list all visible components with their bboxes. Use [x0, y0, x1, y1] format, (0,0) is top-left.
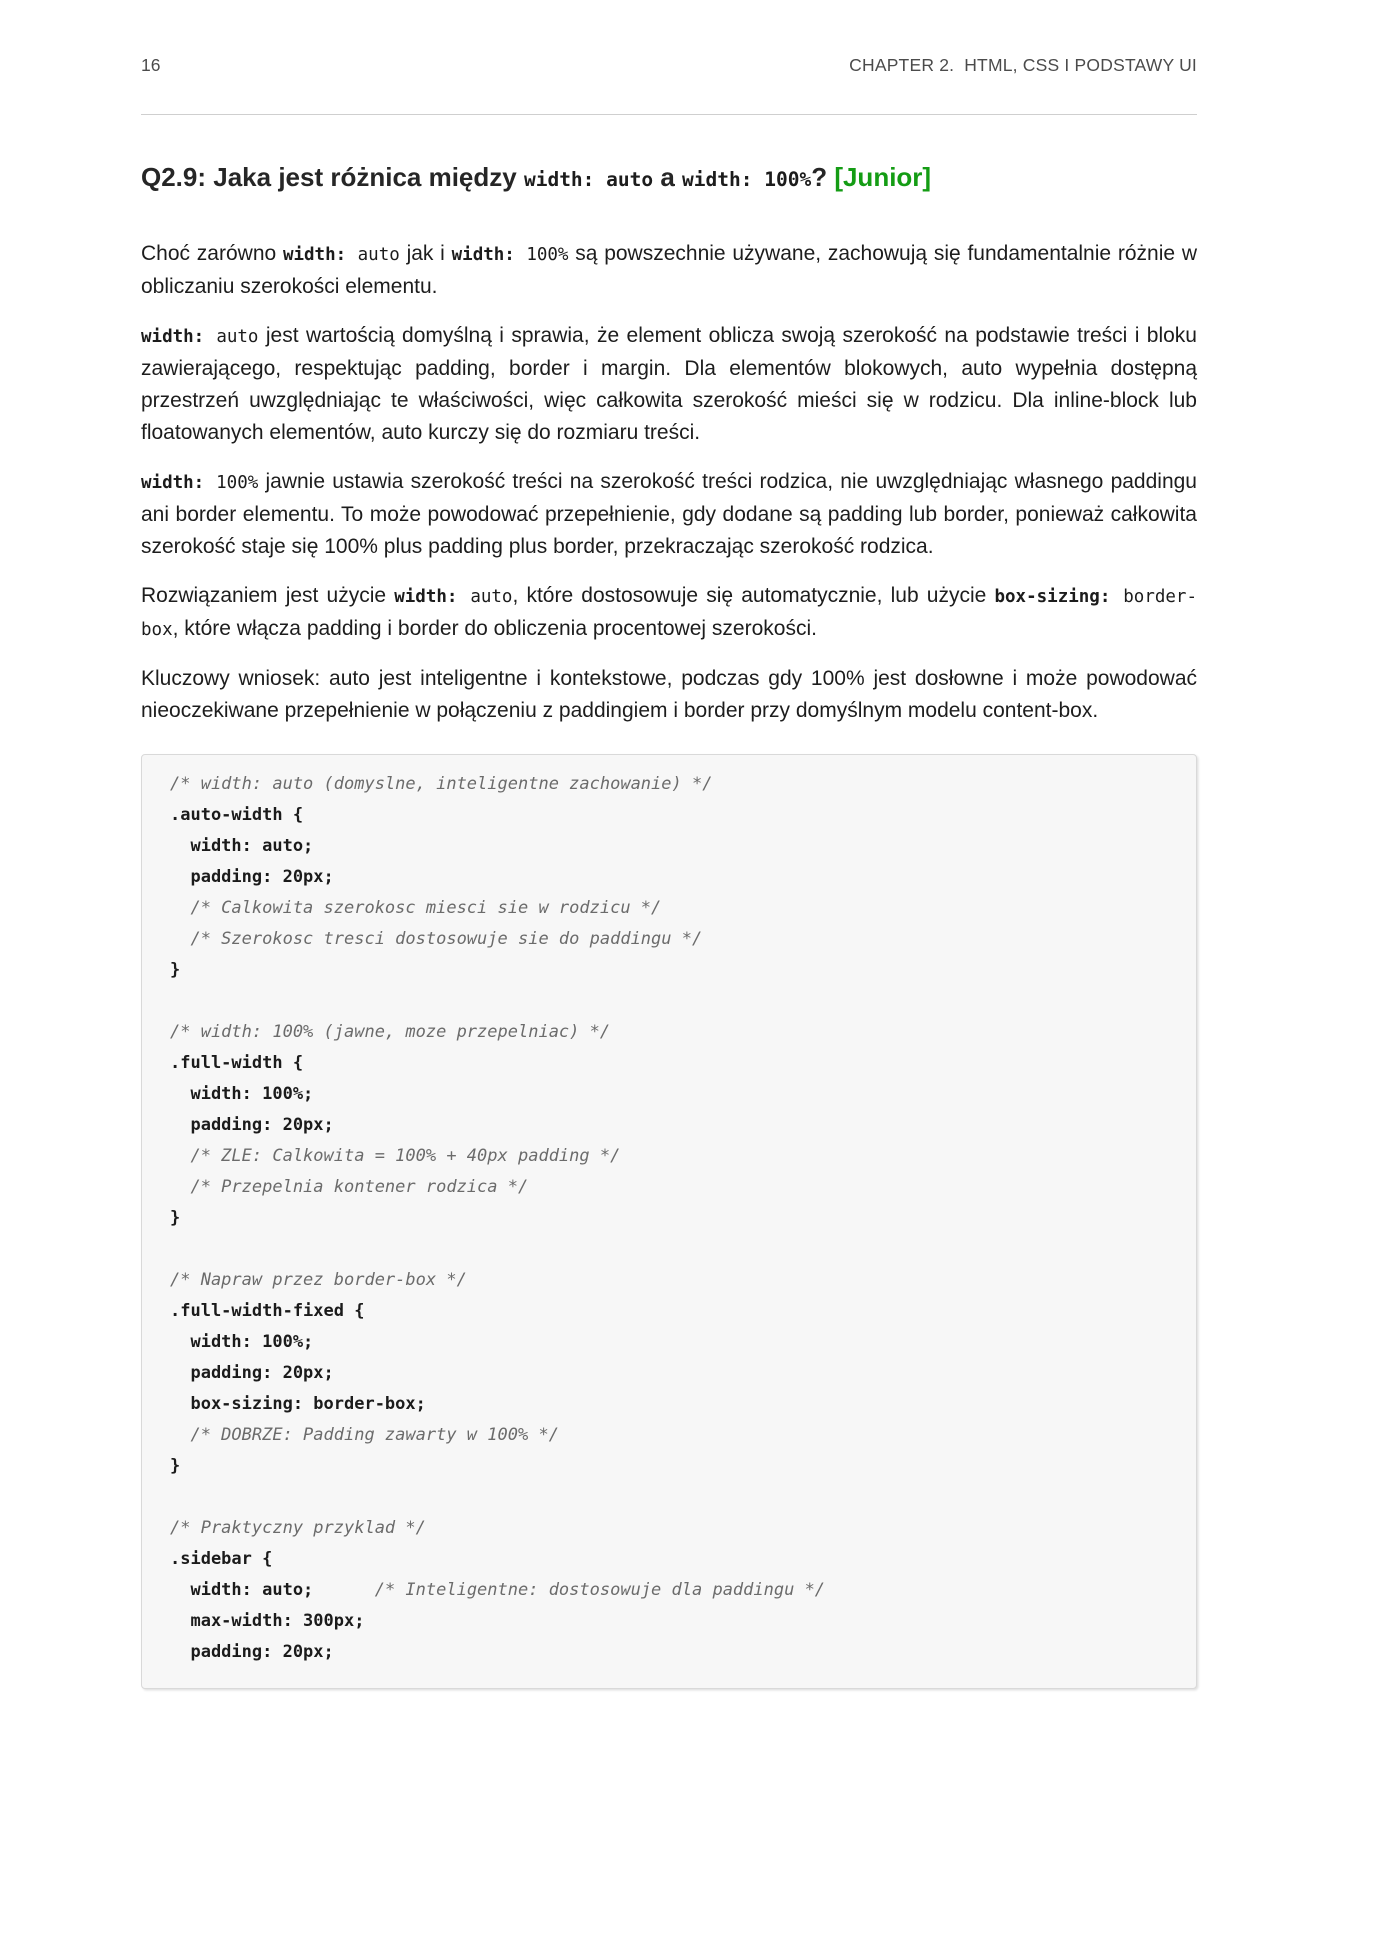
code-text: width: 100%;	[170, 1084, 314, 1104]
paragraph-text: , które dostosowuje się automatycznie, lub użycie	[512, 584, 995, 607]
title-text: Q2.9: Jaka jest różnica między	[141, 162, 524, 192]
code-line	[170, 1110, 1168, 1141]
chapter-label: CHAPTER 2.	[849, 55, 955, 75]
paragraph	[141, 580, 1197, 646]
code-line	[170, 1606, 1168, 1637]
inline-code: width:	[394, 587, 458, 607]
code-line	[170, 1389, 1168, 1420]
page-number: 16	[141, 55, 161, 75]
code-comment: /* Inteligentne: dostosowuje dla paddingu */	[313, 1580, 826, 1600]
code-line	[170, 862, 1168, 893]
inline-code: 100%	[514, 245, 569, 265]
code-line	[170, 1482, 1168, 1513]
code-line	[170, 986, 1168, 1017]
code-line	[170, 924, 1168, 955]
code-line	[170, 1358, 1168, 1389]
inline-code: box-sizing:	[994, 587, 1111, 607]
inline-code: width:	[682, 168, 753, 191]
code-line	[170, 1234, 1168, 1265]
code-comment: /* width: auto (domyslne, inteligentne zachowanie) */	[170, 774, 713, 794]
code-line	[170, 1048, 1168, 1079]
title-text: ?	[811, 162, 835, 192]
paragraph	[141, 320, 1197, 449]
code-text: }	[170, 1208, 181, 1228]
code-comment: /* width: 100% (jawne, moze przepelniac) */	[170, 1022, 611, 1042]
inline-code: border-box	[141, 587, 1198, 640]
paragraph-text: Choć zarówno	[141, 242, 283, 265]
paragraph-text: jawnie ustawia szerokość treści na szerokość treści rodzica, nie uwzględniając własnego paddingu ani border elementu. To może powodować przepełnienie, gdy dodane są padding lub border, ponieważ całkowita szerokość staje się 100% plus padding plus border, przekraczając szerokość rodzica.	[141, 470, 1197, 558]
code-text: }	[170, 1456, 181, 1476]
level-badge: [Junior]	[834, 162, 932, 192]
code-text: padding: 20px;	[170, 1115, 334, 1135]
code-text: padding: 20px;	[170, 1642, 334, 1662]
code-line	[170, 1141, 1168, 1172]
code-line	[170, 893, 1168, 924]
code-line	[170, 1203, 1168, 1234]
code-text: width: 100%;	[170, 1332, 314, 1352]
code-line	[170, 769, 1168, 800]
inline-code: width:	[282, 245, 347, 265]
code-line	[170, 955, 1168, 986]
inline-code: width:	[451, 245, 515, 265]
code-line	[170, 1172, 1168, 1203]
answer-section	[141, 238, 1197, 727]
code-block	[141, 754, 1197, 1689]
code-line	[170, 1544, 1168, 1575]
inline-code: 100%	[752, 168, 812, 191]
code-line	[170, 1575, 1168, 1606]
paragraph-text: są powszechnie używane, zachowują się fundamentalnie różnie w obliczaniu szerokości elementu.	[141, 242, 1197, 298]
code-comment: /* Przepelnia kontener rodzica */	[170, 1177, 529, 1197]
inline-code: auto	[204, 327, 259, 347]
inline-code: auto	[594, 168, 654, 191]
code-comment: /* Calkowita szerokosc miesci sie w rodzicu */	[170, 898, 662, 918]
code-line	[170, 1017, 1168, 1048]
question-title	[141, 161, 1197, 196]
code-text: .sidebar {	[170, 1549, 273, 1569]
paragraph	[141, 663, 1197, 727]
title-text: a	[653, 162, 683, 192]
code-text: .full-width {	[170, 1053, 304, 1073]
chapter-title: HTML, CSS I PODSTAWY UI	[964, 55, 1197, 75]
code-text: padding: 20px;	[170, 1363, 334, 1383]
paragraph-text: , które włącza padding i border do obliczenia procentowej szerokości.	[172, 617, 817, 640]
code-line	[170, 1637, 1168, 1668]
code-comment: /* Napraw przez border-box */	[170, 1270, 467, 1290]
inline-code: width:	[141, 473, 205, 493]
page-header	[141, 0, 1197, 76]
code-line	[170, 1420, 1168, 1451]
paragraph-text: jest wartością domyślną i sprawia, że element oblicza swoją szerokość na podstawie treści i bloku zawierającego, respektując padding, border i margin. Dla elementów blokowych, auto wypełnia dostępną przestrzeń uwzględniając te właściwości, więc całkowita szerokość mieści się w rodzicu. Dla inline-block lub floatowanych elementów, auto kurczy się do rozmiaru treści.	[141, 324, 1197, 444]
code-line	[170, 831, 1168, 862]
inline-code: 100%	[204, 473, 259, 493]
inline-code: width:	[523, 168, 595, 191]
code-text: width: auto;	[170, 1580, 314, 1600]
code-comment: /* ZLE: Calkowita = 100% + 40px padding */	[170, 1146, 621, 1166]
code-text: .full-width-fixed {	[170, 1301, 365, 1321]
code-comment: /* DOBRZE: Padding zawarty w 100% */	[170, 1425, 559, 1445]
header-rule	[141, 114, 1197, 115]
code-text: padding: 20px;	[170, 867, 334, 887]
page-content	[141, 0, 1197, 1689]
code-text: }	[170, 960, 181, 980]
code-line	[170, 1327, 1168, 1358]
code-line	[170, 1079, 1168, 1110]
code-comment: /* Szerokosc tresci dostosowuje sie do paddingu */	[170, 929, 703, 949]
chapter-heading	[849, 54, 1197, 76]
code-line	[170, 1513, 1168, 1544]
paragraph	[141, 466, 1197, 563]
inline-code: auto	[346, 245, 400, 265]
paragraph-text: Rozwiązaniem jest użycie	[141, 584, 395, 607]
code-line	[170, 1296, 1168, 1327]
paragraph-text: jak i	[399, 242, 452, 265]
code-line	[170, 1265, 1168, 1296]
code-line	[170, 1451, 1168, 1482]
inline-code: auto	[457, 587, 513, 607]
code-text: max-width: 300px;	[170, 1611, 365, 1631]
code-text: .auto-width {	[170, 805, 304, 825]
inline-code: width:	[141, 327, 205, 347]
code-line	[170, 800, 1168, 831]
code-comment: /* Praktyczny przyklad */	[170, 1518, 426, 1538]
paragraph-text: Kluczowy wniosek: auto jest inteligentne i kontekstowe, podczas gdy 100% jest dosłowne i może powodować nieoczekiwane przepełnienie w połączeniu z paddingiem i border przy domyślnym modelu content-box.	[141, 667, 1197, 722]
code-text: box-sizing: border-box;	[170, 1394, 426, 1414]
paragraph	[141, 238, 1197, 303]
code-text: width: auto;	[170, 836, 314, 856]
